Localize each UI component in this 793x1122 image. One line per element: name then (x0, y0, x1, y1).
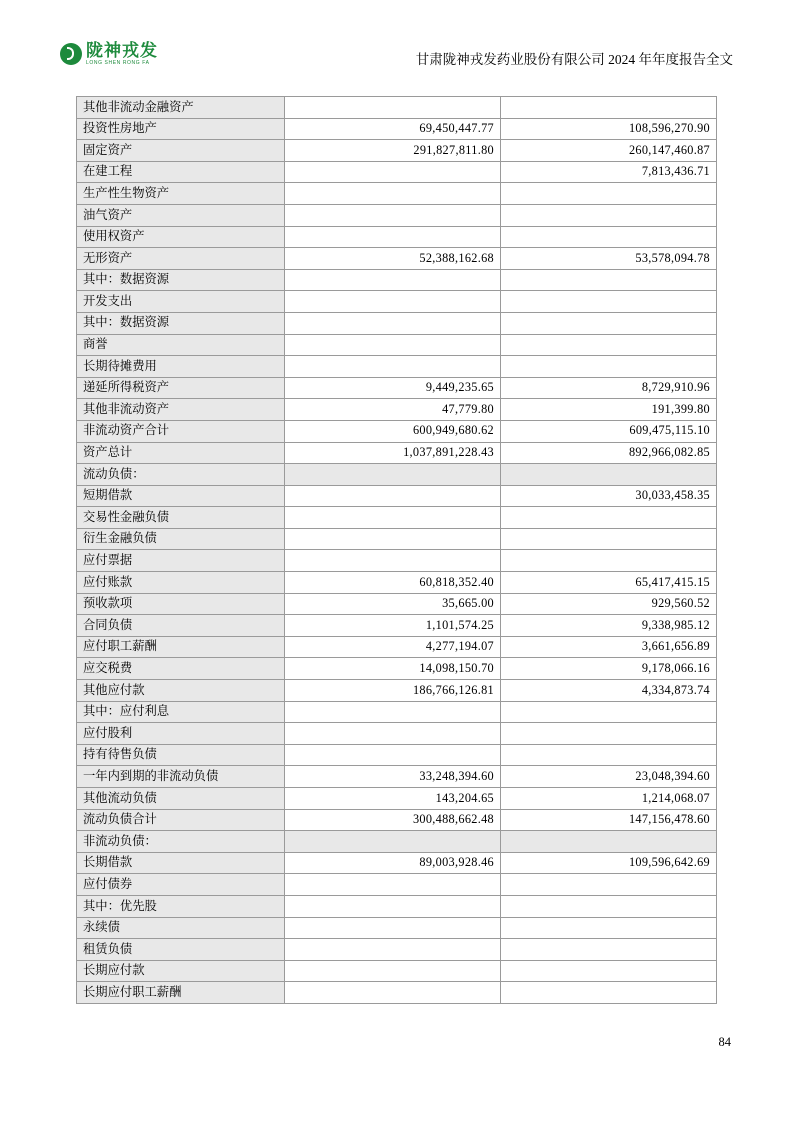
row-value-current: 33,248,394.60 (285, 766, 501, 788)
row-value-current (285, 97, 501, 119)
logo-mark-icon (60, 43, 82, 65)
row-value-current (285, 312, 501, 334)
row-value-previous (501, 334, 717, 356)
row-label: 其中：优先股 (77, 895, 285, 917)
row-value-previous (501, 464, 717, 486)
row-value-current: 14,098,150.70 (285, 658, 501, 680)
row-label: 衍生金融负债 (77, 528, 285, 550)
row-value-previous: 23,048,394.60 (501, 766, 717, 788)
row-label: 流动负债： (77, 464, 285, 486)
row-label: 合同负债 (77, 615, 285, 637)
row-value-previous: 7,813,436.71 (501, 161, 717, 183)
row-label: 无形资产 (77, 248, 285, 270)
table-row (77, 269, 717, 291)
table-row (77, 831, 717, 853)
table-row (77, 291, 717, 313)
row-label: 应付职工薪酬 (77, 636, 285, 658)
table-row (77, 658, 717, 680)
row-value-previous: 929,560.52 (501, 593, 717, 615)
row-value-current: 291,827,811.80 (285, 140, 501, 162)
row-label: 其中：数据资源 (77, 312, 285, 334)
row-label: 长期借款 (77, 852, 285, 874)
row-value-current (285, 960, 501, 982)
row-value-current (285, 161, 501, 183)
row-value-previous (501, 723, 717, 745)
row-value-current (285, 226, 501, 248)
row-label: 油气资产 (77, 204, 285, 226)
row-label: 长期应付款 (77, 960, 285, 982)
row-value-current (285, 356, 501, 378)
table-row (77, 442, 717, 464)
row-value-previous: 892,966,082.85 (501, 442, 717, 464)
row-value-previous (501, 97, 717, 119)
table-row (77, 960, 717, 982)
row-value-current (285, 550, 501, 572)
row-value-previous (501, 917, 717, 939)
row-value-current: 300,488,662.48 (285, 809, 501, 831)
row-label: 投资性房地产 (77, 118, 285, 140)
table-row (77, 809, 717, 831)
table-row (77, 917, 717, 939)
row-value-previous (501, 831, 717, 853)
row-value-current (285, 874, 501, 896)
row-label: 长期待摊费用 (77, 356, 285, 378)
row-value-previous (501, 183, 717, 205)
company-logo (60, 42, 158, 66)
row-label: 其他应付款 (77, 680, 285, 702)
row-value-previous: 609,475,115.10 (501, 420, 717, 442)
row-label: 长期应付职工薪酬 (77, 982, 285, 1004)
table-row (77, 572, 717, 594)
row-value-current (285, 485, 501, 507)
row-label: 应付账款 (77, 572, 285, 594)
table-row (77, 895, 717, 917)
row-label: 非流动资产合计 (77, 420, 285, 442)
row-value-previous: 9,338,985.12 (501, 615, 717, 637)
table-row (77, 788, 717, 810)
row-value-current (285, 917, 501, 939)
table-row (77, 356, 717, 378)
row-label: 应交税费 (77, 658, 285, 680)
table-row (77, 874, 717, 896)
table-row (77, 939, 717, 961)
row-value-previous: 4,334,873.74 (501, 680, 717, 702)
row-value-current (285, 183, 501, 205)
row-label: 持有待售负债 (77, 744, 285, 766)
row-value-current (285, 982, 501, 1004)
row-value-previous (501, 528, 717, 550)
row-label: 永续债 (77, 917, 285, 939)
row-value-current (285, 895, 501, 917)
row-value-current (285, 723, 501, 745)
row-label: 一年内到期的非流动负债 (77, 766, 285, 788)
row-value-current: 143,204.65 (285, 788, 501, 810)
row-label: 应付股利 (77, 723, 285, 745)
table-row (77, 852, 717, 874)
table-row (77, 701, 717, 723)
row-label: 流动负债合计 (77, 809, 285, 831)
row-value-previous (501, 982, 717, 1004)
row-value-current (285, 334, 501, 356)
table-row (77, 97, 717, 119)
row-value-current (285, 507, 501, 529)
row-label: 在建工程 (77, 161, 285, 183)
row-value-previous (501, 895, 717, 917)
row-label: 其他非流动金融资产 (77, 97, 285, 119)
row-label: 资产总计 (77, 442, 285, 464)
report-header-title: 甘肃陇神戎发药业股份有限公司 2024 年年度报告全文 (415, 52, 733, 67)
table-row (77, 420, 717, 442)
row-value-previous: 30,033,458.35 (501, 485, 717, 507)
row-value-current: 35,665.00 (285, 593, 501, 615)
table-row (77, 248, 717, 270)
row-value-previous: 108,596,270.90 (501, 118, 717, 140)
row-value-previous (501, 701, 717, 723)
logo-chinese-name: 陇神戎发 (86, 41, 158, 60)
table-row (77, 528, 717, 550)
table-row (77, 204, 717, 226)
row-label: 其中：数据资源 (77, 269, 285, 291)
row-value-current: 1,037,891,228.43 (285, 442, 501, 464)
row-value-previous (501, 312, 717, 334)
row-label: 交易性金融负债 (77, 507, 285, 529)
table-row (77, 183, 717, 205)
row-value-current (285, 464, 501, 486)
row-value-previous (501, 550, 717, 572)
row-label: 其他非流动资产 (77, 399, 285, 421)
table-row (77, 550, 717, 572)
table-row (77, 226, 717, 248)
row-value-previous: 65,417,415.15 (501, 572, 717, 594)
table-row (77, 377, 717, 399)
row-value-previous (501, 356, 717, 378)
row-value-previous (501, 874, 717, 896)
row-value-current: 47,779.80 (285, 399, 501, 421)
row-value-previous (501, 269, 717, 291)
table-row (77, 615, 717, 637)
row-value-previous (501, 291, 717, 313)
table-row (77, 334, 717, 356)
row-value-current: 89,003,928.46 (285, 852, 501, 874)
row-value-current: 4,277,194.07 (285, 636, 501, 658)
row-label: 生产性生物资产 (77, 183, 285, 205)
row-label: 预收款项 (77, 593, 285, 615)
table-row (77, 636, 717, 658)
row-value-previous: 260,147,460.87 (501, 140, 717, 162)
row-value-previous (501, 960, 717, 982)
row-value-previous: 53,578,094.78 (501, 248, 717, 270)
row-label: 非流动负债： (77, 831, 285, 853)
row-value-current: 600,949,680.62 (285, 420, 501, 442)
row-label: 其他流动负债 (77, 788, 285, 810)
row-label: 应付债券 (77, 874, 285, 896)
table-row (77, 766, 717, 788)
row-value-previous: 109,596,642.69 (501, 852, 717, 874)
table-row (77, 982, 717, 1004)
row-value-current (285, 291, 501, 313)
row-value-current: 52,388,162.68 (285, 248, 501, 270)
table-row (77, 118, 717, 140)
row-value-current (285, 939, 501, 961)
table-row (77, 464, 717, 486)
row-value-previous: 1,214,068.07 (501, 788, 717, 810)
row-value-previous: 9,178,066.16 (501, 658, 717, 680)
row-value-previous: 3,661,656.89 (501, 636, 717, 658)
table-row (77, 593, 717, 615)
table-row (77, 485, 717, 507)
row-label: 使用权资产 (77, 226, 285, 248)
row-value-current (285, 204, 501, 226)
balance-sheet-table-wrap (76, 96, 716, 1004)
logo-text (86, 42, 158, 66)
row-value-current: 9,449,235.65 (285, 377, 501, 399)
row-label: 开发支出 (77, 291, 285, 313)
logo-english-name: LONG SHEN RONG FA (86, 60, 150, 66)
row-value-current: 60,818,352.40 (285, 572, 501, 594)
table-row (77, 507, 717, 529)
row-value-current: 1,101,574.25 (285, 615, 501, 637)
balance-sheet-body (77, 97, 717, 1004)
row-value-current: 69,450,447.77 (285, 118, 501, 140)
row-value-previous (501, 226, 717, 248)
row-value-previous: 147,156,478.60 (501, 809, 717, 831)
row-value-previous: 191,399.80 (501, 399, 717, 421)
page-number: 84 (718, 1035, 731, 1049)
row-value-current (285, 831, 501, 853)
table-row (77, 312, 717, 334)
table-row (77, 161, 717, 183)
row-label: 租赁负债 (77, 939, 285, 961)
row-value-previous (501, 744, 717, 766)
table-row (77, 140, 717, 162)
row-label: 应付票据 (77, 550, 285, 572)
row-value-previous (501, 204, 717, 226)
row-label: 短期借款 (77, 485, 285, 507)
row-value-current (285, 744, 501, 766)
page-header (60, 42, 733, 82)
table-row (77, 744, 717, 766)
row-value-current (285, 701, 501, 723)
row-label: 递延所得税资产 (77, 377, 285, 399)
row-label: 其中：应付利息 (77, 701, 285, 723)
row-value-previous (501, 507, 717, 529)
table-row (77, 399, 717, 421)
row-value-current (285, 269, 501, 291)
table-row (77, 723, 717, 745)
row-value-current (285, 528, 501, 550)
table-row (77, 680, 717, 702)
row-value-current: 186,766,126.81 (285, 680, 501, 702)
balance-sheet-table (76, 96, 717, 1004)
row-label: 商誉 (77, 334, 285, 356)
row-value-previous: 8,729,910.96 (501, 377, 717, 399)
row-label: 固定资产 (77, 140, 285, 162)
row-value-previous (501, 939, 717, 961)
